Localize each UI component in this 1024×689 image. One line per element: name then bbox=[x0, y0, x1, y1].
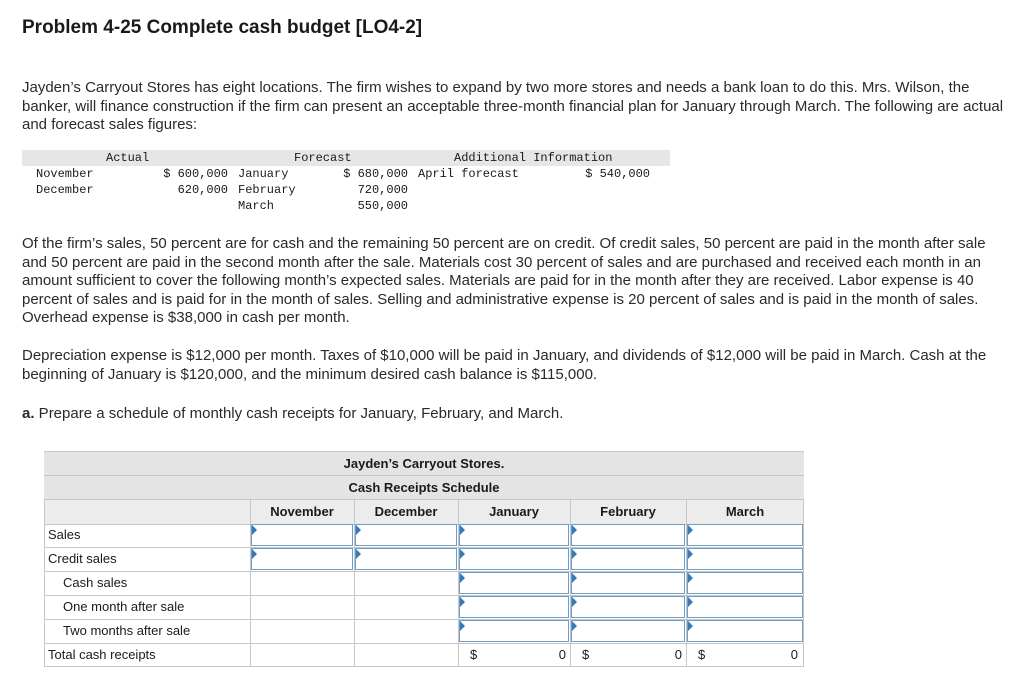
intro-paragraph: Jayden’s Carryout Stores has eight locations. The firm wishes to expand by two more stores and needs a bank loan to do this. Mrs. Wilson, the banker, will finance construction if the firm can present an acceptable three-month financial plan for January through March. The following are actual and forecast sales figures: bbox=[22, 79, 1004, 133]
forecast-value-january: $ 680,000 bbox=[343, 167, 408, 181]
schedule-company-name: Jayden’s Carryout Stores. bbox=[343, 456, 505, 471]
row-label-two-months-after: Two months after sale bbox=[63, 623, 191, 638]
cash-receipts-schedule bbox=[44, 451, 804, 667]
credit-sales-november-input[interactable] bbox=[251, 548, 353, 570]
col-march-header: March bbox=[686, 499, 804, 525]
forecast-month-january: January bbox=[238, 167, 289, 181]
april-forecast-label: April forecast bbox=[418, 167, 519, 181]
one-month-after-january-input[interactable] bbox=[459, 596, 569, 618]
cash-sales-january-input[interactable] bbox=[459, 572, 569, 594]
total-february-value: 0 bbox=[674, 647, 682, 662]
grid-left-border bbox=[44, 499, 45, 667]
row-label-credit-sales: Credit sales bbox=[48, 551, 117, 566]
actual-month-december: December bbox=[36, 183, 94, 197]
row-label-cash-sales: Cash sales bbox=[63, 575, 128, 590]
additional-info-header: Additional Information bbox=[454, 151, 613, 165]
schedule-title-band bbox=[44, 475, 804, 500]
schedule-title: Cash Receipts Schedule bbox=[348, 480, 500, 495]
credit-sales-march-input[interactable] bbox=[687, 548, 803, 570]
sales-december-input[interactable] bbox=[355, 524, 457, 546]
grid-right-border bbox=[803, 499, 804, 667]
actual-header: Actual bbox=[106, 151, 150, 165]
col-november-header: November bbox=[250, 499, 354, 525]
forecast-value-february: 720,000 bbox=[357, 183, 408, 197]
two-months-after-february-input[interactable] bbox=[571, 620, 685, 642]
total-january-value: 0 bbox=[558, 647, 566, 662]
grid-row-line-5 bbox=[44, 643, 804, 644]
expenses-paragraph: Depreciation expense is $12,000 per month. Taxes of $10,000 will be paid in January, and dividends of $12,000 will be paid in March. Cash at the beginning of January is $120,000, and the minimum desired cash balance is $115,000. bbox=[22, 347, 987, 383]
col-january-header: January bbox=[458, 499, 570, 525]
total-march-value: 0 bbox=[790, 647, 798, 662]
total-february-dollar-sign: $ bbox=[582, 647, 590, 662]
forecast-month-march: March bbox=[238, 199, 275, 213]
row-label-one-month-after: One month after sale bbox=[63, 599, 185, 614]
sales-march-input[interactable] bbox=[687, 524, 803, 546]
forecast-month-february: February bbox=[238, 183, 296, 197]
problem-title: Problem 4-25 Complete cash budget [LO4-2] bbox=[22, 17, 423, 38]
two-months-after-january-input[interactable] bbox=[459, 620, 569, 642]
credit-sales-january-input[interactable] bbox=[459, 548, 569, 570]
cash-sales-february-input[interactable] bbox=[571, 572, 685, 594]
schedule-company-band bbox=[44, 451, 804, 476]
question-text: Prepare a schedule of monthly cash receipts for January, February, and March. bbox=[34, 405, 564, 422]
credit-sales-december-input[interactable] bbox=[355, 548, 457, 570]
col-december-header: December bbox=[354, 499, 458, 525]
question-letter: a. bbox=[22, 405, 35, 422]
two-months-after-march-input[interactable] bbox=[687, 620, 803, 642]
col-february-header: February bbox=[570, 499, 686, 525]
row-label-total-cash-receipts: Total cash receipts bbox=[48, 647, 156, 662]
total-january-dollar-sign: $ bbox=[470, 647, 478, 662]
actual-value-december: 620,000 bbox=[177, 183, 228, 197]
row-label-sales: Sales bbox=[48, 527, 81, 542]
total-march-dollar-sign: $ bbox=[698, 647, 706, 662]
forecast-value-march: 550,000 bbox=[357, 199, 408, 213]
actual-value-november: $ 600,000 bbox=[163, 167, 228, 181]
sales-figures-table bbox=[22, 150, 670, 216]
sales-november-input[interactable] bbox=[251, 524, 353, 546]
cash-sales-march-input[interactable] bbox=[687, 572, 803, 594]
label-column-header bbox=[44, 499, 250, 525]
credit-sales-february-input[interactable] bbox=[571, 548, 685, 570]
sales-february-input[interactable] bbox=[571, 524, 685, 546]
grid-bottom-border bbox=[44, 666, 804, 667]
april-forecast-value: $ 540,000 bbox=[585, 167, 650, 181]
sales-january-input[interactable] bbox=[459, 524, 569, 546]
assumptions-paragraph: Of the firm’s sales, 50 percent are for cash and the remaining 50 percent are on credit. Of credit sales, 50 percent are paid in the month after sale and 50 percent are paid in the second month after the sale. Materials cost 30 percent of sales and are purchased and received each month in an amount sufficient to cover the following month’s expected sales. Materials are paid for in the month after they are received. Labor expense is 40 percent of sales and is paid for in the month of sales. Selling and administrative expense is 20 percent of sales and is paid in the month of sales. Overhead expense is $38,000 in cash per month. bbox=[22, 235, 986, 326]
question-a bbox=[22, 405, 1007, 424]
one-month-after-march-input[interactable] bbox=[687, 596, 803, 618]
actual-month-november: November bbox=[36, 167, 94, 181]
forecast-header: Forecast bbox=[294, 151, 352, 165]
one-month-after-february-input[interactable] bbox=[571, 596, 685, 618]
